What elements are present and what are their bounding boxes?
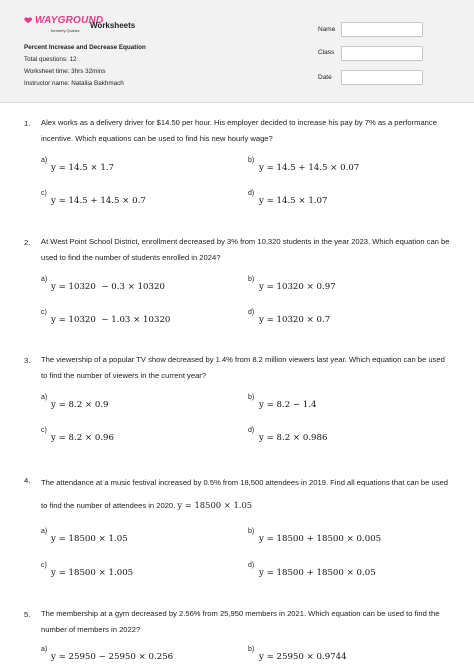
worksheet-time: Worksheet time: 3hrs 32mins bbox=[24, 68, 106, 75]
header-title: Worksheets bbox=[90, 21, 136, 30]
class-field[interactable] bbox=[341, 46, 423, 61]
worksheet-header bbox=[0, 0, 474, 103]
name-field[interactable] bbox=[341, 22, 423, 37]
class-label: Class bbox=[318, 49, 335, 56]
option-label: c) bbox=[41, 562, 47, 569]
option-label: b) bbox=[248, 646, 255, 653]
question-number: 1. bbox=[24, 119, 31, 128]
option-equation[interactable]: y = 18500 × 1.005 bbox=[51, 568, 134, 578]
option-equation[interactable]: y = 14.5 + 14.5 × 0.7 bbox=[51, 196, 146, 206]
option-equation[interactable]: y = 14.5 + 14.5 × 0.07 bbox=[259, 163, 360, 173]
question-number: 5. bbox=[24, 610, 31, 619]
option-equation[interactable]: y = 10320 × 0.7 bbox=[259, 315, 331, 325]
option-label: a) bbox=[41, 394, 48, 401]
option-label: a) bbox=[41, 157, 48, 164]
question-text: At West Point School District, enrollment decreased by 3% from 10,320 students in the year 2023. Which equation can be used to find the number of students enrolled in 2024? bbox=[41, 237, 450, 262]
option-equation[interactable]: y = 10320 × 0.97 bbox=[259, 282, 336, 292]
option-label: c) bbox=[41, 190, 47, 197]
option-equation[interactable]: y = 8.2 × 0.986 bbox=[259, 433, 328, 443]
question-text: The attendance at a music festival increased by 0.5% from 18,500 attendees in 2019. Find all equations that can be used to find the number of attendees in 2020. bbox=[41, 478, 448, 510]
question-text: Alex works as a delivery driver for $14.50 per hour. His employer decided to increase his pay by 7% as a performance incentive. Which equations can be used to find his new hourly wage? bbox=[41, 118, 437, 143]
instructor-name: Instructor name: Nataliia Bakhmach bbox=[24, 80, 124, 87]
option-label: d) bbox=[248, 190, 255, 197]
option-equation[interactable]: y = 18500 + 18500 × 0.05 bbox=[259, 568, 376, 578]
logo-subtitle: formerly Quizizz bbox=[51, 28, 80, 33]
option-label: b) bbox=[248, 528, 255, 535]
option-equation[interactable]: y = 14.5 × 1.7 bbox=[51, 163, 114, 173]
option-equation[interactable]: y = 8.2 − 1.4 bbox=[259, 400, 317, 410]
option-label: b) bbox=[248, 157, 255, 164]
question-number: 3. bbox=[24, 356, 31, 365]
date-label: Date bbox=[318, 74, 332, 81]
option-label: c) bbox=[41, 427, 47, 434]
option-label: a) bbox=[41, 646, 48, 653]
option-equation[interactable]: y = 25950 × 0.9744 bbox=[259, 652, 347, 662]
wayground-logo bbox=[24, 15, 104, 37]
option-equation[interactable]: y = 14.5 × 1.07 bbox=[259, 196, 328, 206]
question-number: 2. bbox=[24, 238, 31, 247]
question-text-block bbox=[41, 472, 450, 517]
option-label: a) bbox=[41, 528, 48, 535]
option-label: d) bbox=[248, 562, 255, 569]
option-equation[interactable]: y = 18500 × 1.05 bbox=[51, 534, 128, 544]
question-text: The membership at a gym decreased by 2.56% from 25,950 members in 2021. Which equation can be used to find the number of members in 2022? bbox=[41, 609, 440, 634]
logo-mark-icon: ❤ bbox=[24, 16, 33, 27]
option-label: a) bbox=[41, 276, 48, 283]
option-equation[interactable]: y = 8.2 × 0.96 bbox=[51, 433, 114, 443]
inline-equation: y = 18500 × 1.05 bbox=[177, 500, 253, 510]
total-questions: Total questions: 12 bbox=[24, 56, 77, 63]
option-label: b) bbox=[248, 276, 255, 283]
option-equation[interactable]: y = 18500 + 18500 × 0.005 bbox=[259, 534, 382, 544]
date-field[interactable] bbox=[341, 70, 423, 85]
option-label: c) bbox=[41, 309, 47, 316]
option-label: d) bbox=[248, 427, 255, 434]
option-equation[interactable]: y = 10320 − 0.3 × 10320 bbox=[51, 282, 165, 292]
logo-brand: WAYGROUND bbox=[35, 15, 104, 26]
name-label: Name bbox=[318, 26, 336, 33]
option-equation[interactable]: y = 25950 − 25950 × 0.256 bbox=[51, 652, 174, 662]
question-text: The viewership of a popular TV show decreased by 1.4% from 8.2 million viewers last year. Which equation can be used to find the number of viewers in the current year? bbox=[41, 355, 445, 380]
option-label: d) bbox=[248, 309, 255, 316]
option-equation[interactable]: y = 8.2 × 0.9 bbox=[51, 400, 109, 410]
worksheet-name: Percent Increase and Decrease Equation bbox=[24, 44, 146, 51]
question-number: 4. bbox=[24, 476, 31, 485]
option-label: b) bbox=[248, 394, 255, 401]
option-equation[interactable]: y = 10320 − 1.03 × 10320 bbox=[51, 315, 171, 325]
